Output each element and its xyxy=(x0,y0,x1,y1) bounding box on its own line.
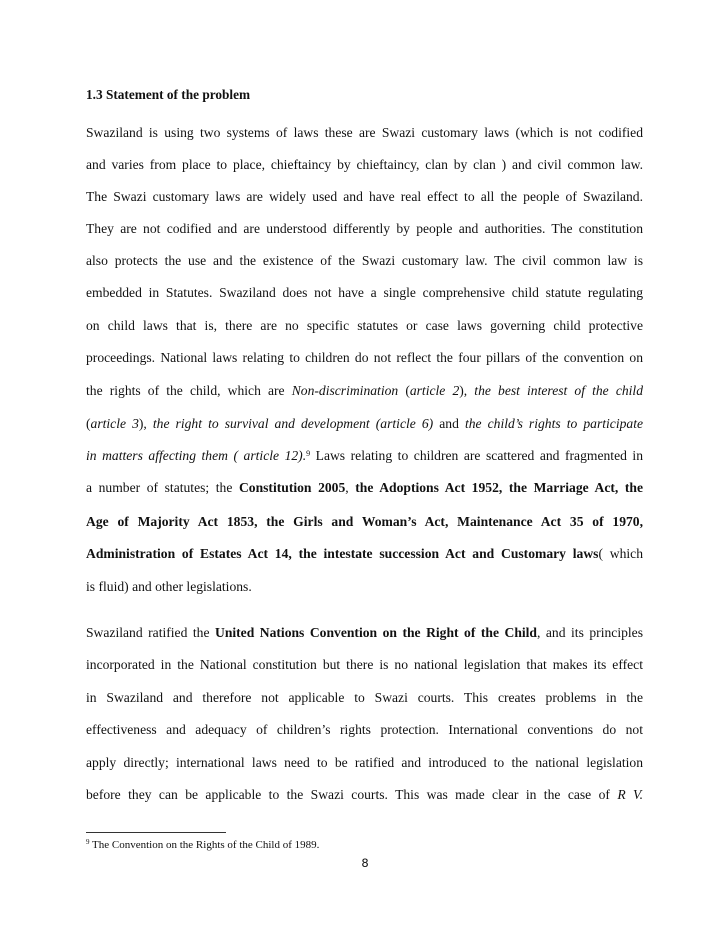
paragraph-1-line-1: Swaziland is using two systems of laws these are Swazi customary laws (which is not codified xyxy=(86,125,643,140)
text-run: ( xyxy=(398,383,410,398)
bold-statute: Constitution 2005 xyxy=(238,480,346,495)
bold-statute: Age of Majority Act 1853, the Girls and Woman’s Act, Maintenance Act 35 of 1970, xyxy=(86,514,643,529)
text-run: ), xyxy=(138,416,153,431)
italic-case-name: R V. xyxy=(617,787,643,802)
paragraph-2-line-4: effectiveness and adequacy of children’s rights protection. International conventions do not xyxy=(86,722,643,737)
italic-article-ref: article 2 xyxy=(409,383,460,398)
paragraph-1-line-3: The Swazi customary laws are widely used and have real effect to all the people of Swaziland. xyxy=(86,189,643,204)
paragraph-1-line-9 xyxy=(86,383,643,399)
page-number: 8 xyxy=(361,856,369,870)
footnote-number: 9 xyxy=(86,838,90,846)
text-run: ( which xyxy=(598,546,643,561)
text-run: and xyxy=(433,416,465,431)
text-run: the rights of the child, which are xyxy=(86,383,292,398)
paragraph-1-line-13 xyxy=(86,514,643,530)
paragraph-2-line-2: incorporated in the National constitution but there is no national legislation that makes its effect xyxy=(86,657,643,672)
italic-term: the best interest of the child xyxy=(474,383,643,398)
paragraph-1-line-11 xyxy=(86,448,643,464)
text-run: before they can be applicable to the Swazi courts. This was made clear in the case of xyxy=(86,787,618,802)
paragraph-1-line-2: and varies from place to place, chieftaincy by chieftaincy, clan by clan ) and civil common law. xyxy=(86,157,643,172)
italic-article-ref: article 3 xyxy=(90,416,139,431)
paragraph-1-line-14 xyxy=(86,546,643,562)
italic-term: Non-discrimination xyxy=(291,383,399,398)
text-run: , xyxy=(345,480,356,495)
italic-term: the right to survival and development (article 6) xyxy=(152,416,434,431)
text-run: a number of statutes; the xyxy=(86,480,239,495)
paragraph-1-line-15: is fluid) and other legislations. xyxy=(86,579,252,594)
footnote xyxy=(86,839,319,851)
paragraph-1-line-4: They are not codified and are understood differently by people and authorities. The constitution xyxy=(86,221,643,236)
paragraph-2-line-3: in Swaziland and therefore not applicable to Swazi courts. This creates problems in the xyxy=(86,690,643,705)
italic-term: in matters affecting them ( article 12). xyxy=(86,448,307,463)
paragraph-1-line-12 xyxy=(86,480,643,496)
footnote-marker: 9 xyxy=(306,449,311,458)
bold-convention-name: United Nations Convention on the Right of the Child xyxy=(215,625,537,640)
bold-statute: the Adoptions Act 1952, the Marriage Act, the xyxy=(355,480,643,495)
text-run: ( xyxy=(86,416,91,431)
paragraph-2-line-5: apply directly; international laws need to be ratified and introduced to the national legislation xyxy=(86,755,643,770)
text-run: Laws relating to children are scattered and fragmented in xyxy=(310,448,643,463)
bold-statute: Administration of Estates Act 14, the intestate succession Act and Customary laws xyxy=(86,546,599,561)
paragraph-1-line-8: proceedings. National laws relating to children do not reflect the four pillars of the convention on xyxy=(86,350,643,365)
text-run: , and its principles xyxy=(537,625,643,640)
paragraph-2-line-1 xyxy=(86,625,643,641)
paragraph-1-line-7: on child laws that is, there are no specific statutes or case laws governing child protective xyxy=(86,318,643,333)
footnote-separator xyxy=(86,832,226,833)
text-run: ), xyxy=(459,383,475,398)
text-run: Swaziland ratified the xyxy=(86,625,215,640)
footnote-text: The Convention on the Rights of the Child of 1989. xyxy=(89,839,320,851)
paragraph-1-line-5: also protects the use and the existence of the Swazi customary law. The civil common law is xyxy=(86,253,643,268)
paragraph-2-line-6 xyxy=(86,787,643,803)
paragraph-1-line-6: embedded in Statutes. Swaziland does not have a single comprehensive child statute regulating xyxy=(86,285,643,300)
section-heading: 1.3 Statement of the problem xyxy=(86,87,251,102)
italic-term: the child’s rights to participate xyxy=(464,416,643,431)
paragraph-1-line-10 xyxy=(86,416,643,432)
